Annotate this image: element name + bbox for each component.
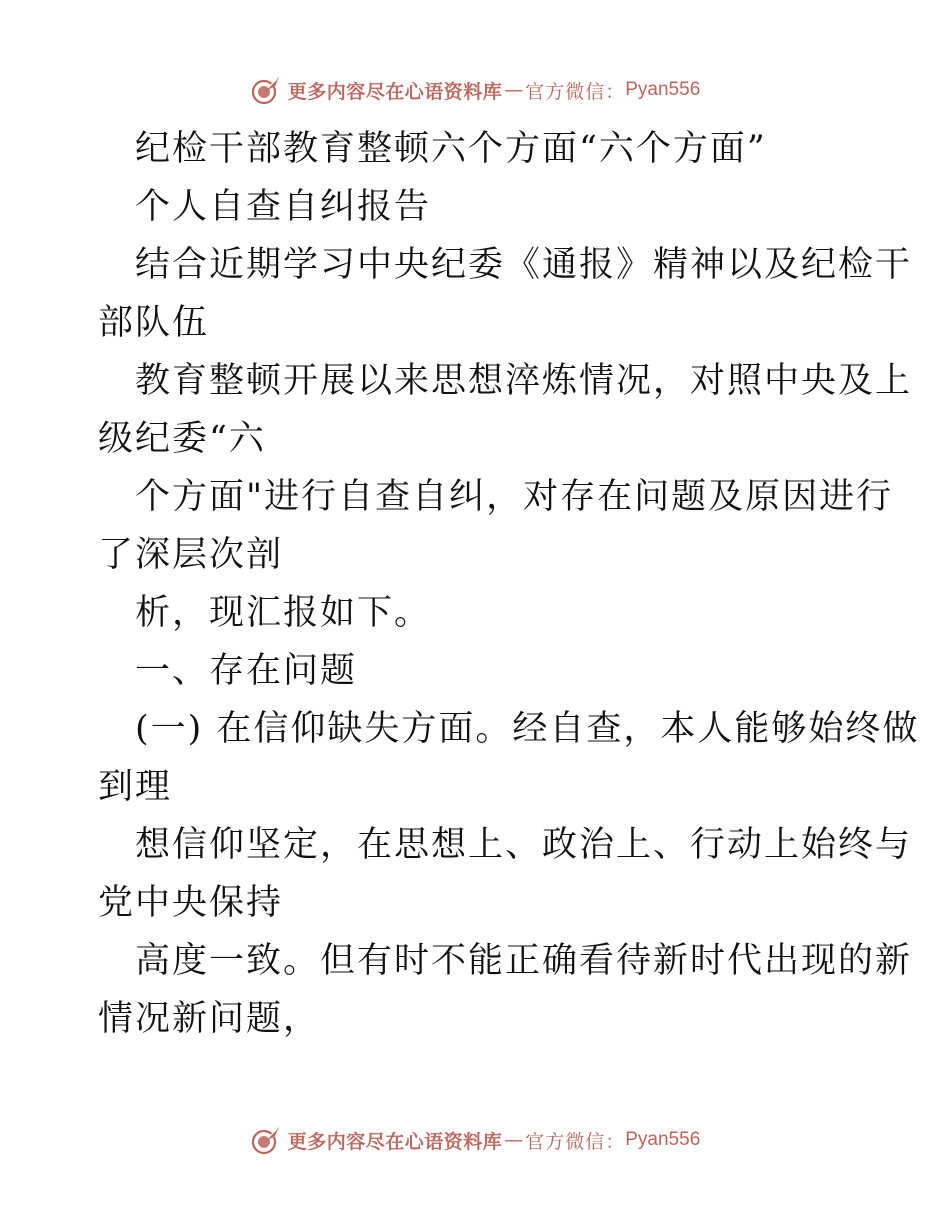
quill-pen-logo-icon: [250, 74, 282, 106]
banner-dash: —: [504, 1129, 524, 1151]
doc-line: 到理: [98, 767, 173, 807]
doc-line: (一) 在信仰缺失方面。经自查，本人能够始终做: [135, 709, 920, 749]
doc-line: 级纪委“六: [98, 419, 266, 459]
doc-line: 结合近期学习中央纪委《通报》精神以及纪检干: [135, 245, 913, 285]
banner-wechat-id: Pyan556: [625, 79, 701, 100]
doc-line: 想信仰坚定，在思想上、政治上、行动上始终与: [135, 825, 913, 865]
doc-line: 析，现汇报如下。: [135, 593, 432, 633]
banner-wechat-label: 官方微信：: [525, 1130, 626, 1153]
doc-line: 教育整顿开展以来思想淬炼情况，对照中央及上: [135, 361, 913, 401]
doc-line: 部队伍: [98, 303, 210, 343]
banner-brand: 更多内容尽在心语资料库: [287, 80, 503, 103]
banner-wechat-id: Pyan556: [625, 1129, 701, 1150]
banner-wechat-label: 官方微信：: [525, 80, 626, 103]
quill-pen-logo-icon: [250, 1124, 282, 1156]
footer-banner: [0, 1120, 950, 1160]
header-banner: [0, 70, 950, 110]
doc-line: 了深层次剖: [98, 535, 284, 575]
doc-title-line-1: 纪检干部教育整顿六个方面“六个方面”: [135, 129, 767, 169]
section-heading: 一、存在问题: [135, 651, 358, 691]
doc-line: 高度一致。但有时不能正确看待新时代出现的新: [135, 941, 913, 981]
doc-line: 个方面"进行自查自纠，对存在问题及原因进行: [135, 477, 894, 517]
doc-line: 情况新问题，: [98, 999, 321, 1039]
doc-line: 党中央保持: [98, 883, 284, 923]
banner-dash: —: [504, 79, 524, 101]
banner-brand: 更多内容尽在心语资料库: [287, 1130, 503, 1153]
doc-title-line-2: 个人自查自纠报告: [135, 187, 432, 227]
document-body: [98, 120, 920, 1048]
